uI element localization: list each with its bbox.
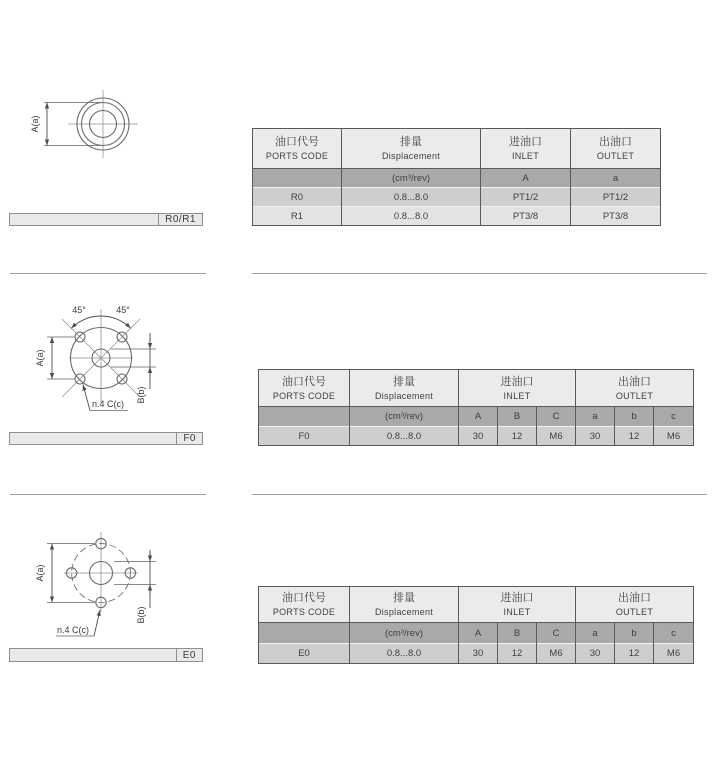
center-lines <box>62 309 140 403</box>
table-subheader-row <box>259 407 694 427</box>
cell-displacement: 0.8...8.0 <box>342 188 481 207</box>
dim-b-label: B(b) <box>136 606 146 624</box>
header-outlet: 出油口 OUTLET <box>576 370 694 407</box>
table-row <box>259 644 694 664</box>
dimension-a <box>30 103 101 146</box>
header-displacement: 排量 Displacement <box>342 129 481 169</box>
holes-note-label: n.4 C(c) <box>57 625 90 635</box>
cell-code: R0 <box>253 188 342 207</box>
cell-displacement: 0.8...8.0 <box>342 207 481 226</box>
subheader-col: B <box>498 407 537 427</box>
subheader-col: C <box>537 623 576 644</box>
header-ports-code: 油口代号 PORTS CODE <box>253 129 342 169</box>
subheader-col: A <box>459 623 498 644</box>
dimension-a <box>35 544 95 603</box>
header-outlet: 出油口 OUTLET <box>571 129 661 169</box>
holes-callout <box>56 610 100 636</box>
subheader-unit: (cm³/rev) <box>342 169 481 188</box>
center-lines <box>68 90 138 158</box>
table-header-row <box>259 587 694 623</box>
table-row <box>253 207 661 226</box>
subheader-col: a <box>576 407 615 427</box>
variant-bar-label: R0/R1 <box>158 214 202 225</box>
section-separator <box>10 273 206 274</box>
cell-value: 12 <box>498 644 537 664</box>
section-separator <box>252 273 707 274</box>
dim-b-label: B(b) <box>136 386 146 404</box>
cell-value: 30 <box>459 427 498 446</box>
spec-table-r <box>252 128 661 226</box>
subheader-col: b <box>615 407 654 427</box>
round-flange-drawing <box>0 510 240 655</box>
cell-value: M6 <box>537 644 576 664</box>
header-ports-code: 油口代号 PORTS CODE <box>259 587 350 623</box>
cell-value: 30 <box>576 644 615 664</box>
variant-bar-label: F0 <box>176 433 202 444</box>
cell-outlet: PT3/8 <box>571 207 661 226</box>
flange-outline <box>71 328 132 389</box>
variant-bar-f0 <box>9 432 203 445</box>
variant-bar-r0r1 <box>9 213 203 226</box>
flange-outline <box>72 544 131 603</box>
subheader-unit: (cm³/rev) <box>350 407 459 427</box>
header-inlet: 进油口 INLET <box>481 129 571 169</box>
header-inlet: 进油口 INLET <box>459 370 576 407</box>
subheader-col: c <box>654 407 694 427</box>
cell-value: 12 <box>615 644 654 664</box>
cell-value: 30 <box>459 644 498 664</box>
bolt-holes <box>75 332 127 384</box>
cell-code: F0 <box>259 427 350 446</box>
section-separator <box>252 494 707 495</box>
cell-outlet: PT1/2 <box>571 188 661 207</box>
table-row <box>253 188 661 207</box>
cell-value: M6 <box>537 427 576 446</box>
angle-left-label: 45° <box>72 305 86 315</box>
threaded-port-drawing <box>0 80 240 230</box>
cell-code: R1 <box>253 207 342 226</box>
dim-a-label: A(a) <box>35 564 45 582</box>
variant-bar-label: E0 <box>176 649 202 661</box>
cell-code: E0 <box>259 644 350 664</box>
subheader-inlet-a: A <box>481 169 571 188</box>
table-header-row <box>253 129 661 169</box>
holes-callout <box>83 385 128 411</box>
subheader-blank <box>259 407 350 427</box>
dimension-a <box>35 337 75 379</box>
header-outlet: 出油口 OUTLET <box>576 587 694 623</box>
table-row <box>259 427 694 446</box>
center-lines <box>64 532 138 612</box>
bolt-holes <box>66 538 135 607</box>
table-header-row <box>259 370 694 407</box>
header-inlet: 进油口 INLET <box>459 587 576 623</box>
dim-a-label: A(a) <box>35 349 45 367</box>
subheader-col: B <box>498 623 537 644</box>
square-flange-drawing <box>0 285 240 435</box>
cell-value: M6 <box>654 644 694 664</box>
cell-value: 30 <box>576 427 615 446</box>
header-displacement: 排量 Displacement <box>350 587 459 623</box>
table-subheader-row <box>253 169 661 188</box>
angle-right-label: 45° <box>116 305 130 315</box>
header-displacement: 排量 Displacement <box>350 370 459 407</box>
subheader-blank <box>253 169 342 188</box>
cell-inlet: PT1/2 <box>481 188 571 207</box>
subheader-unit: (cm³/rev) <box>350 623 459 644</box>
subheader-col: A <box>459 407 498 427</box>
cell-inlet: PT3/8 <box>481 207 571 226</box>
subheader-blank <box>259 623 350 644</box>
section-separator <box>10 494 206 495</box>
cell-value: 12 <box>615 427 654 446</box>
dim-a-label: A(a) <box>30 115 40 133</box>
cell-value: 12 <box>498 427 537 446</box>
dimension-b <box>111 333 156 404</box>
header-ports-code: 油口代号 PORTS CODE <box>259 370 350 407</box>
subheader-col: b <box>615 623 654 644</box>
subheader-outlet-a: a <box>571 169 661 188</box>
holes-note-label: n.4 C(c) <box>92 399 125 409</box>
spec-table-f <box>258 369 694 446</box>
cell-displacement: 0.8...8.0 <box>350 644 459 664</box>
spec-table-e <box>258 586 694 664</box>
angle-dimensions <box>71 305 130 328</box>
cell-value: M6 <box>654 427 694 446</box>
cell-displacement: 0.8...8.0 <box>350 427 459 446</box>
subheader-col: C <box>537 407 576 427</box>
subheader-col: a <box>576 623 615 644</box>
table-subheader-row <box>259 623 694 644</box>
variant-bar-e0 <box>9 648 203 662</box>
thread-circles <box>77 98 129 150</box>
dimension-b <box>114 550 156 624</box>
subheader-col: c <box>654 623 694 644</box>
